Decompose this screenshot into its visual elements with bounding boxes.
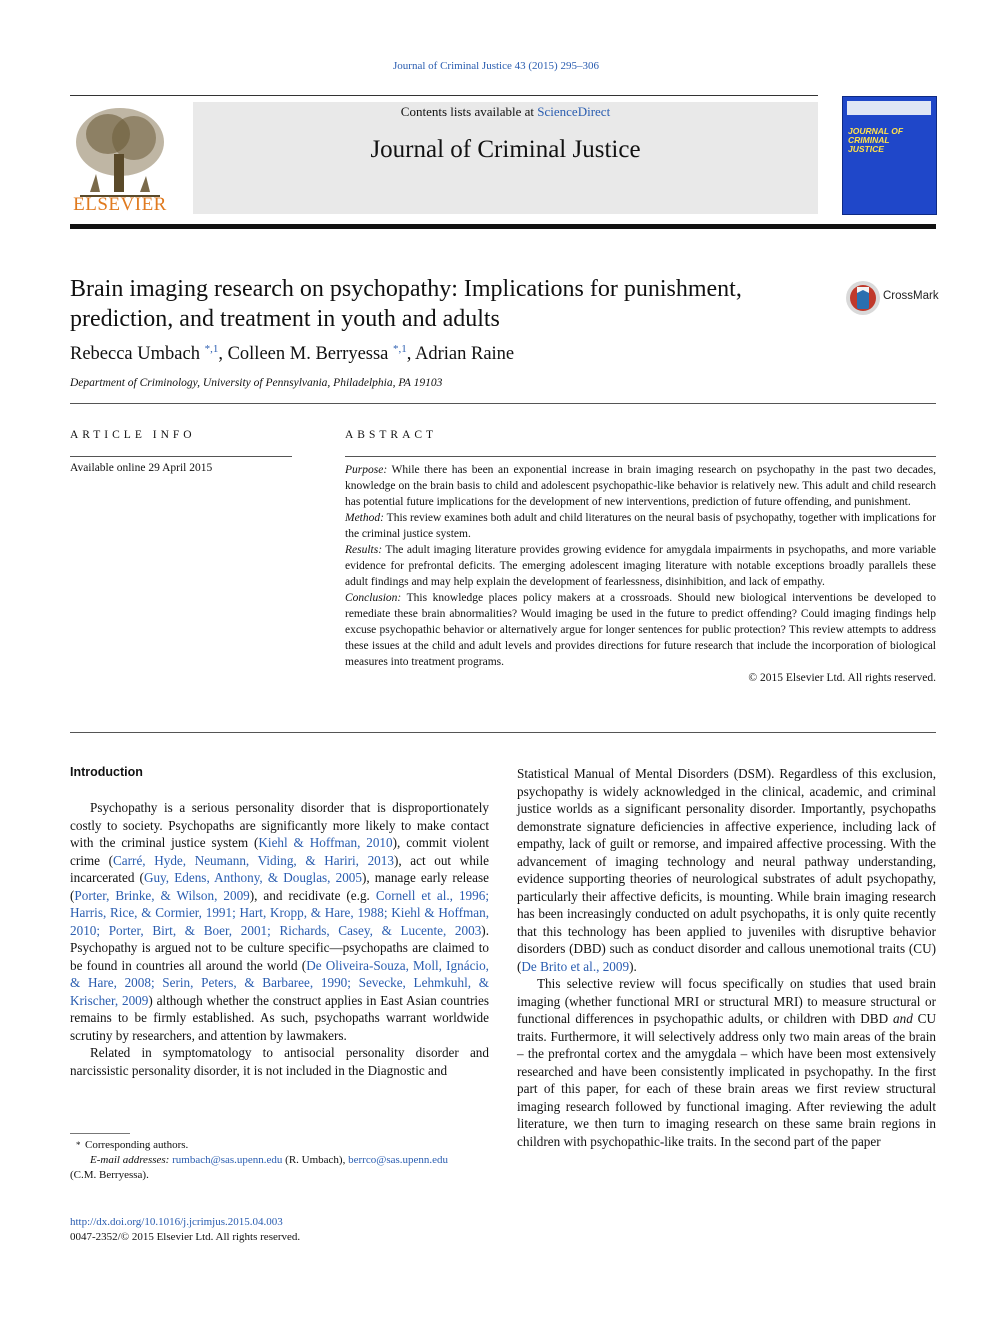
conclusion-label: Conclusion:: [345, 592, 402, 604]
cover-title: JOURNAL OF CRIMINAL JUSTICE: [848, 126, 904, 154]
author-umbach[interactable]: Rebecca Umbach: [70, 344, 205, 365]
elsevier-wordmark: ELSEVIER: [73, 194, 167, 215]
abstract-copyright: © 2015 Elsevier Ltd. All rights reserved.: [748, 672, 936, 684]
email-note: [70, 1153, 490, 1168]
text-run: ), act out while incarcerated (: [70, 852, 489, 885]
results-text: The adult imaging literature provides growing evidence for amygdala impairments in psychopaths, and more variable evidence for prefrontal deficits. The emerging adolescent imaging literature with notable exceptions broadly parallels these adult findings and may help explain the development of fearlessness, disinhibition, and lack of empathy.: [345, 544, 936, 588]
contents-prefix: Contents lists available at: [400, 104, 538, 119]
footnote-rule: [70, 1133, 130, 1134]
text-run: ).: [629, 958, 637, 974]
purpose-label: Purpose:: [345, 464, 388, 476]
text-run: ), and recidivate (e.g.: [249, 887, 376, 903]
intro-paragraph-1: [70, 799, 489, 1044]
article-info-heading: ARTICLE INFO: [70, 429, 196, 441]
text-run-italic: and: [893, 1011, 913, 1026]
text-run: ) although whether the construct applies in East Asian countries remains to be firmly established. As such, psychopaths warrant worldwide scrutiny by researchers, and attention by lawmakers.: [70, 992, 489, 1043]
email-name-2: (C.M. Berryessa).: [70, 1169, 149, 1181]
issn-line: 0047-2352/© 2015 Elsevier Ltd. All rights reserved.: [70, 1231, 301, 1243]
text-run: ). Psychopathy is argued not to be culture specific—psychopaths are claimed to be found in countries all around the world (: [70, 922, 489, 973]
text-run: ), commit violent crime (: [70, 835, 489, 868]
introduction-heading: Introduction: [70, 765, 143, 779]
right-column: [517, 765, 936, 1150]
conclusion-text: This knowledge places policy makers at a crossroads. Should new biological interventions be developed to remediate these brain abnormalities? Would imaging be used in the future to predict offending? Could imaging findings help excuse psychopathic behavior or alternatively argue for longer sentences for public protection? This review attempts to address these issues at the child and adult levels and provides directions for future research that include the incorporation of biological measures into treatment programs.: [345, 592, 936, 668]
journal-cover[interactable]: [842, 96, 937, 215]
citation-link[interactable]: De Brito et al., 2009: [521, 958, 630, 974]
corresponding-note: * Corresponding authors.: [76, 1139, 189, 1151]
header-bottom-rule: [70, 224, 936, 229]
intro-paragraph-2: Related in symptomatology to antisocial personality disorder and narcissistic personality disorder, it is not included in the Diagnostic and: [70, 1045, 489, 1078]
citation-link[interactable]: De Oliveira-Souza, Moll, Ignácio, & Hare, 2008; Serin, Peters, & Barbaree, 1990; Sevecke, Lehmkuhl, & Krischer, 2009: [70, 957, 489, 1008]
contents-line: [193, 104, 818, 120]
citation-link[interactable]: Carré, Hyde, Neumann, Viding, & Hariri, 2013: [113, 852, 394, 868]
left-column: [70, 799, 489, 1079]
author-list: [70, 343, 514, 365]
text-run: Psychopathy is a serious personality disorder that is disproportionately costly to society. Psychopaths are significantly more likely to make contact with the criminal justice system (: [70, 800, 489, 850]
corresponding-text: Corresponding authors.: [85, 1139, 189, 1151]
available-online: Available online 29 April 2015: [70, 462, 213, 474]
abstract-heading: ABSTRACT: [345, 429, 438, 441]
citation-link[interactable]: Kiehl & Hoffman, 2010: [258, 835, 393, 850]
abstract-conclusion: [345, 590, 936, 670]
crossmark-icon: [845, 280, 881, 316]
abstract-purpose: [345, 462, 936, 510]
header-top-rule: [70, 95, 818, 96]
footnotes: [70, 1138, 490, 1183]
right-paragraph-2: [517, 975, 936, 1150]
affiliation-rule: [70, 403, 936, 404]
citation-link[interactable]: Cornell et al., 1996; Harris, Rice, & Cormier, 1991; Hart, Kropp, & Hare, 1988; Kiehl & Hoffman, 2010; Porter, Birt, & Boer, 2001; Richards, Casey, & Lucente, 2003: [70, 887, 489, 938]
email-label: E-mail addresses:: [90, 1154, 170, 1166]
journal-citation[interactable]: Journal of Criminal Justice 43 (2015) 295–306: [393, 60, 599, 72]
author-berryessa-marks[interactable]: *,1: [393, 343, 407, 355]
author-raine[interactable]: , Adrian Raine: [406, 344, 515, 365]
text-run: Statistical Manual of Mental Disorders (DSM). Regardless of this exclusion, psychopathy is widely acknowledged in the clinical, academic, and criminal justice worlds as a significant personality disorder. Importantly, psychopaths demonstrate signature deficiencies in affective experience, including lack of empathy, lack of guilt or remorse, and impaired affective processing. With the advancement of imaging technology and neural pathway understanding, evidence supporting theories of neurological substrates of adult psychopathy, particularly their affective deficits, is mounting. While brain imaging research has been increasingly conducted on adult psychopaths, it is only quite recently that this technology has been applied to juveniles with disruptive behavior disorders (DBD) such as conduct disorder and callous unemotional traits (CU) (: [517, 766, 936, 974]
doi-block: [70, 1215, 300, 1245]
right-paragraph-1: [517, 765, 936, 975]
method-label: Method:: [345, 512, 384, 524]
method-text: This review examines both adult and child literatures on the neural basis of psychopathy, together with implications for the criminal justice system.: [345, 512, 936, 540]
results-label: Results:: [345, 544, 383, 556]
abstract-results: [345, 542, 936, 590]
author-berryessa[interactable]: , Colleen M. Berryessa: [218, 344, 394, 365]
journal-title: Journal of Criminal Justice: [370, 136, 641, 163]
article-title: Brain imaging research on psychopathy: Implications for punishment, prediction, and treatment in youth and adults: [70, 276, 742, 332]
affiliation: Department of Criminology, University of Pennsylvania, Philadelphia, PA 19103: [70, 377, 443, 389]
author-umbach-marks[interactable]: *,1: [204, 343, 219, 355]
purpose-text: While there has been an exponential increase in brain imaging research on psychopathy in the past two decades, knowledge on the brain basis to child and adolescent psychopathic-like behavior is relatively new. This adult and child research has potential future implications for the development of new interventions, prediction of future offending, and punishment.: [345, 464, 936, 508]
elsevier-logo: [70, 104, 170, 214]
article-info-rule: [70, 456, 292, 457]
email-link-berryessa[interactable]: berrco@sas.upenn.edu: [348, 1154, 449, 1166]
citation-link[interactable]: Guy, Edens, Anthony, & Douglas, 2005: [143, 870, 362, 885]
email-name: (R. Umbach),: [282, 1154, 349, 1166]
sciencedirect-link[interactable]: ScienceDirect: [537, 104, 611, 119]
text-run: This selective review will focus specifically on studies that used brain imaging (whether functional MRI or structural MRI) to measure structural or functional differences in psychopathic adults, or children with DBD: [517, 976, 936, 1026]
doi-link[interactable]: http://dx.doi.org/10.1016/j.jcrimjus.2015.04.003: [70, 1216, 283, 1228]
citation-link[interactable]: Porter, Brinke, & Wilson, 2009: [74, 887, 250, 903]
cover-strip: [847, 101, 931, 115]
abstract-method: [345, 510, 936, 542]
abstract-bottom-rule: [70, 732, 936, 733]
abstract-rule: [345, 456, 936, 457]
crossmark-label: CrossMark: [883, 290, 939, 302]
email-link-umbach[interactable]: rumbach@sas.upenn.edu: [172, 1154, 283, 1166]
text-run: CU traits. Furthermore, it will selectively address only two main areas of the brain – the prefrontal cortex and the amygdala – which have been most extensively researched and have been consistently implicated in psychopathy. In the first part of this paper, for each of these brain areas we first review structural imaging research followed by functional imaging. After reviewing the adult literature, we then turn to imaging research on these same brain regions in children with psychopathic-like traits. In the second part of the paper: [517, 1011, 936, 1149]
crossmark-badge[interactable]: [845, 280, 940, 316]
text-run: ), manage early release (: [70, 870, 489, 903]
abstract-body: [345, 462, 936, 686]
